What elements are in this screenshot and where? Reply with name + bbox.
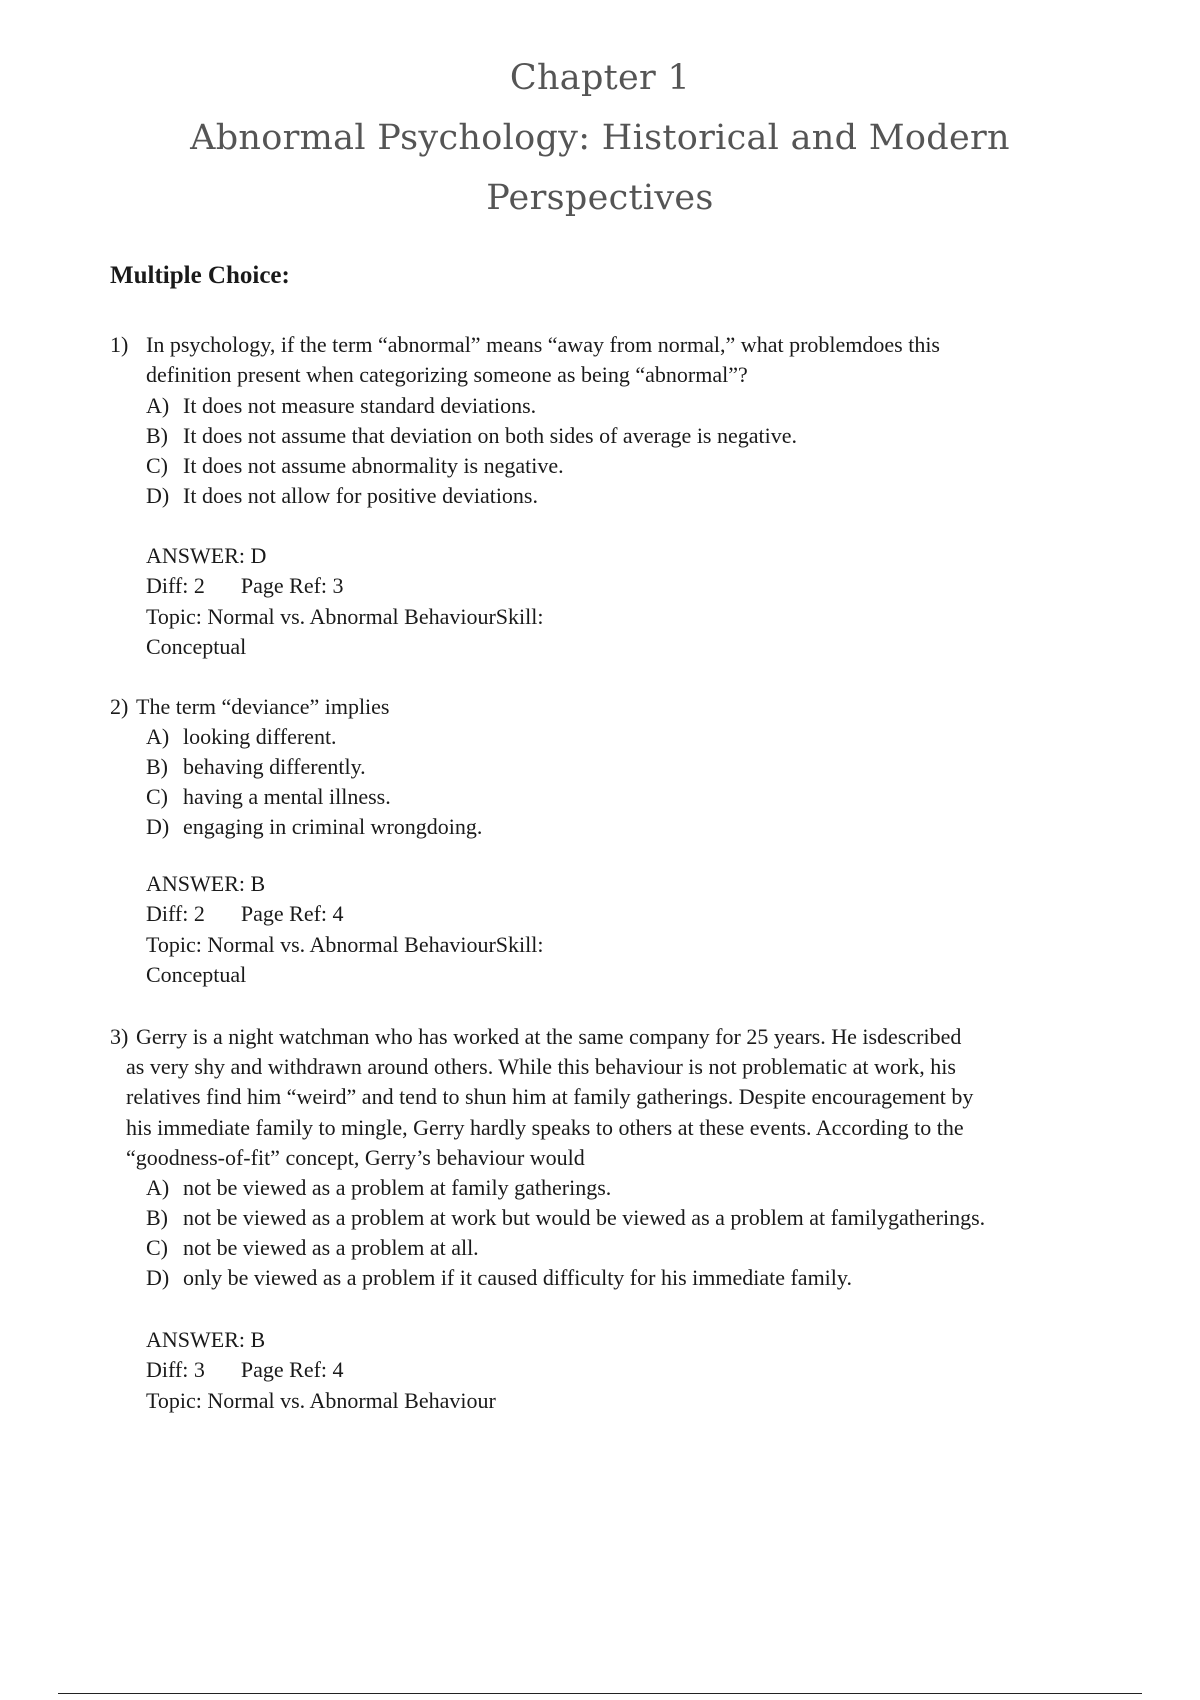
- question-number: 2): [110, 694, 129, 719]
- topic: Topic: Normal vs. Abnormal BehaviourSkill:: [146, 931, 544, 957]
- question-number: 1): [110, 332, 129, 357]
- skill: Conceptual: [146, 633, 247, 659]
- option-text: only be viewed as a problem if it caused difficulty for his immediate family.: [183, 1265, 852, 1290]
- option-text: It does not measure standard deviations.: [183, 393, 537, 418]
- option-d: [146, 1263, 852, 1293]
- option-c: [146, 782, 391, 812]
- option-b: [146, 752, 366, 782]
- stem-line: The term “deviance” implies: [136, 694, 390, 719]
- stem-line: as very shy and withdrawn around others. While this behaviour is not problematic at work, his: [126, 1054, 956, 1079]
- question-stem: [136, 1022, 961, 1052]
- option-letter: B): [146, 423, 168, 448]
- question-stem-continued: [126, 1052, 973, 1173]
- option-text: behaving differently.: [183, 754, 366, 779]
- option-c: [146, 1233, 479, 1263]
- question-number: 3): [110, 1024, 129, 1049]
- chapter-title-line-2: Perspectives: [486, 178, 714, 218]
- difficulty: Diff: 2: [146, 901, 205, 927]
- option-a: [146, 722, 337, 752]
- answer: ANSWER: B: [146, 871, 266, 896]
- answer-block: [146, 541, 543, 662]
- stem-line: Gerry is a night watchman who has worked at the same company for 25 years. He isdescribed: [136, 1024, 962, 1049]
- option-text: It does not allow for positive deviations.: [183, 483, 538, 508]
- option-text: not be viewed as a problem at all.: [183, 1235, 479, 1260]
- answer-block: [146, 869, 543, 990]
- option-a: [146, 391, 536, 421]
- topic: Topic: Normal vs. Abnormal Behaviour: [146, 1387, 496, 1413]
- option-d: [146, 481, 538, 511]
- option-letter: B): [146, 1205, 168, 1230]
- topic: Topic: Normal vs. Abnormal BehaviourSkill:: [146, 603, 544, 629]
- skill: Conceptual: [146, 961, 247, 987]
- chapter-title-line-1: Abnormal Psychology: Historical and Modern: [190, 118, 1010, 158]
- difficulty: Diff: 2: [146, 573, 205, 599]
- option-text: It does not assume abnormality is negative.: [183, 453, 564, 478]
- answer: ANSWER: D: [146, 543, 267, 568]
- option-letter: D): [146, 1265, 170, 1290]
- option-letter: B): [146, 754, 168, 779]
- page-ref: Page Ref: 4: [240, 1357, 344, 1383]
- stem-line: definition present when categorizing someone as being “abnormal”?: [146, 362, 748, 388]
- page-ref: Page Ref: 4: [240, 901, 344, 927]
- stem-line: his immediate family to mingle, Gerry hardly speaks to others at these events. According to the: [126, 1114, 964, 1140]
- option-b: [146, 421, 797, 451]
- option-letter: A): [146, 1175, 170, 1200]
- answer-block: [146, 1325, 496, 1416]
- difficulty: Diff: 3: [146, 1357, 205, 1383]
- option-b: [146, 1203, 985, 1233]
- option-letter: C): [146, 784, 168, 809]
- option-text: engaging in criminal wrongdoing.: [183, 814, 483, 839]
- option-c: [146, 451, 564, 481]
- stem-line: relatives find him “weird” and tend to shun him at family gatherings. Despite encouragement by: [126, 1084, 974, 1110]
- chapter-title: [0, 48, 1200, 228]
- option-letter: A): [146, 393, 170, 418]
- diff-line: [146, 571, 543, 601]
- chapter-number: Chapter 1: [509, 58, 691, 98]
- option-text: It does not assume that deviation on both sides of average is negative.: [183, 423, 798, 448]
- question-stem: [136, 692, 390, 722]
- option-letter: D): [146, 483, 170, 508]
- option-d: [146, 812, 482, 842]
- page-ref: Page Ref: 3: [240, 573, 344, 599]
- option-text: looking different.: [183, 724, 337, 749]
- option-text: not be viewed as a problem at work but would be viewed as a problem at familygatherings.: [183, 1205, 986, 1230]
- stem-line: “goodness-of-fit” concept, Gerry’s behaviour would: [126, 1144, 585, 1170]
- question-stem: [146, 330, 940, 391]
- diff-line: [146, 899, 543, 929]
- option-letter: C): [146, 453, 168, 478]
- page-bottom-rule: [58, 1693, 1142, 1694]
- section-heading: Multiple Choice:: [110, 262, 290, 289]
- diff-line: [146, 1355, 496, 1385]
- option-text: having a mental illness.: [183, 784, 391, 809]
- option-a: [146, 1173, 611, 1203]
- option-letter: A): [146, 724, 170, 749]
- stem-line: In psychology, if the term “abnormal” means “away from normal,” what problemdoes this: [146, 332, 940, 357]
- option-text: not be viewed as a problem at family gatherings.: [183, 1175, 612, 1200]
- option-letter: D): [146, 814, 170, 839]
- answer: ANSWER: B: [146, 1327, 266, 1352]
- option-letter: C): [146, 1235, 168, 1260]
